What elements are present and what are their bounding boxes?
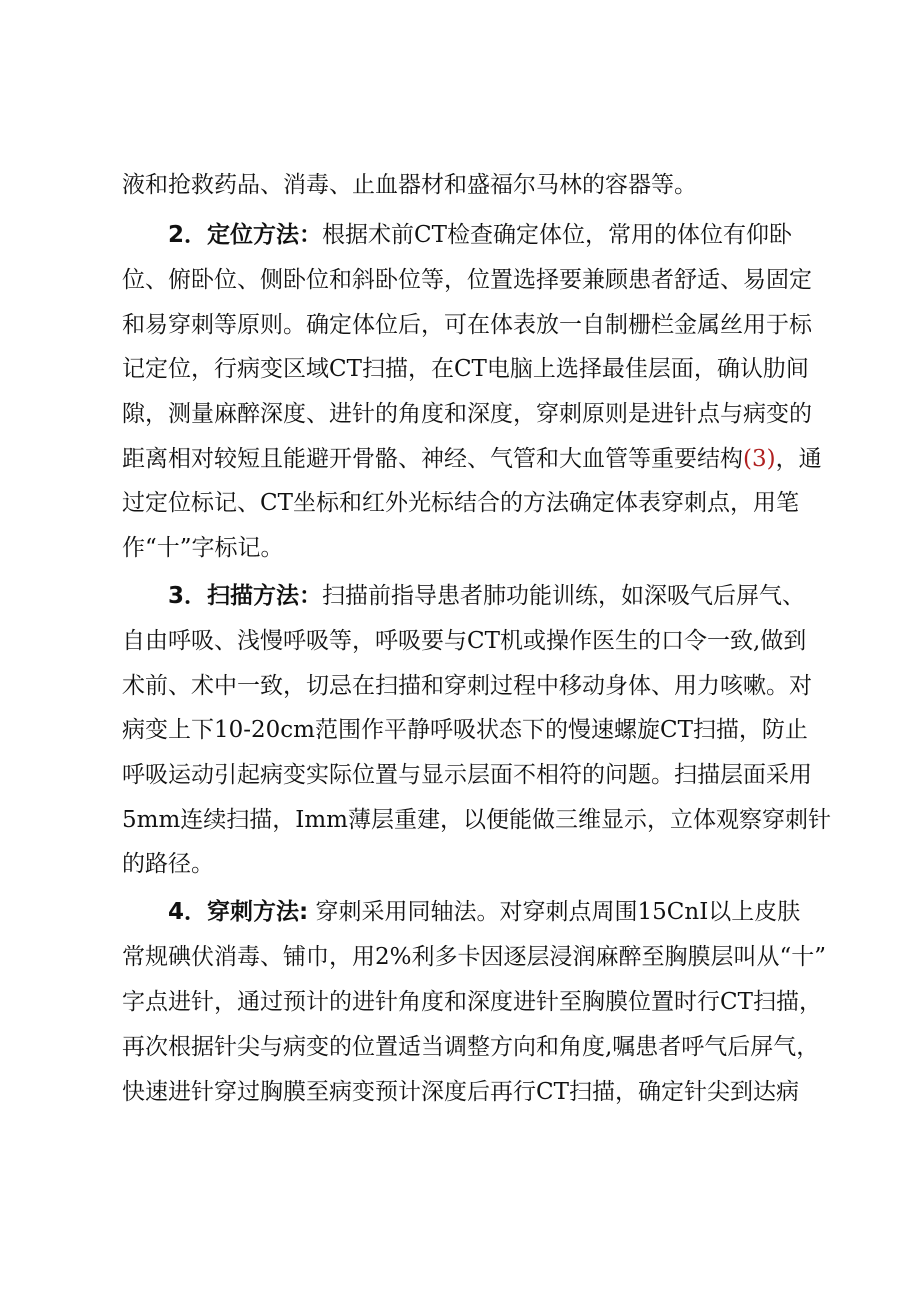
- text-line: 常规碘伏消毒、铺巾，用2%利多卡因逐层浸润麻醉至胸膜层叫从“十”: [122, 944, 827, 970]
- text-line: 和易穿刺等原则。确定体位后，可在体表放一自制栅栏金属丝用于标: [122, 312, 812, 338]
- section-3-heading: 3．扫描方法：: [168, 583, 323, 609]
- section-3-paragraph-start: [168, 581, 805, 611]
- text-line: 再次根据针尖与病变的位置适当调整方向和角度,嘱患者呼气后屏气，: [122, 1034, 820, 1060]
- citation-link[interactable]: (3): [743, 446, 776, 472]
- section-2-paragraph-start: [168, 220, 792, 250]
- reference-line: [122, 444, 822, 474]
- text-line: 液和抢救药品、消毒、止血器材和盛福尔马林的容器等。: [122, 172, 697, 198]
- text-line: 自由呼吸、浅慢呼吸等，呼吸要与CT机或操作医生的口令一致,做到: [122, 628, 807, 654]
- section-2-heading: 2．定位方法：: [168, 222, 323, 248]
- reference-line-text: 距离相对较短且能避开骨骼、神经、气管和大血管等重要结构: [122, 446, 743, 472]
- text-line: 字点进针，通过预计的进针角度和深度进针至胸膜位置时行CT扫描，: [122, 989, 822, 1015]
- text-line: 隙，测量麻醉深度、进针的角度和深度，穿刺原则是进针点与病变的: [122, 401, 812, 427]
- text-line: 快速进针穿过胸膜至病变预计深度后再行CT扫描，确定针尖到达病: [122, 1079, 799, 1105]
- text-line: 病变上下10-20cm范围作平静呼吸状态下的慢速螺旋CT扫描，防止: [122, 717, 808, 743]
- section-2-text: 根据术前CT检查确定体位，常用的体位有仰卧: [322, 222, 792, 248]
- text-line: 过定位标记、CT坐标和红外光标结合的方法确定体表穿刺点，用笔: [122, 490, 799, 516]
- text-line: 记定位，行病变区域CT扫描，在CT电脑上选择最佳层面，确认肋间: [122, 356, 809, 382]
- reference-line-tail: ，通: [775, 446, 822, 472]
- text-line: 术前、术中一致，切忌在扫描和穿刺过程中移动身体、用力咳嗽。对: [122, 673, 812, 699]
- text-line: 位、俯卧位、侧卧位和斜卧位等，位置选择要兼顾患者舒适、易固定: [122, 267, 812, 293]
- section-4-paragraph-start: [168, 897, 800, 927]
- text-line: 呼吸运动引起病变实际位置与显示层面不相符的问题。扫描层面采用: [122, 762, 812, 788]
- section-4-text: 穿刺采用同轴法。对穿刺点周围15CnI以上皮肤: [308, 899, 801, 925]
- text-line: 的路径。: [122, 851, 214, 877]
- section-4-heading: 4．穿刺方法:: [168, 899, 309, 925]
- text-line: 5mm连续扫描，Imm薄层重建，以便能做三维显示，立体观察穿刺针: [122, 807, 831, 833]
- text-line: 作“十”字标记。: [122, 535, 284, 561]
- section-3-text: 扫描前指导患者肺功能训练，如深吸气后屏气、: [322, 583, 806, 609]
